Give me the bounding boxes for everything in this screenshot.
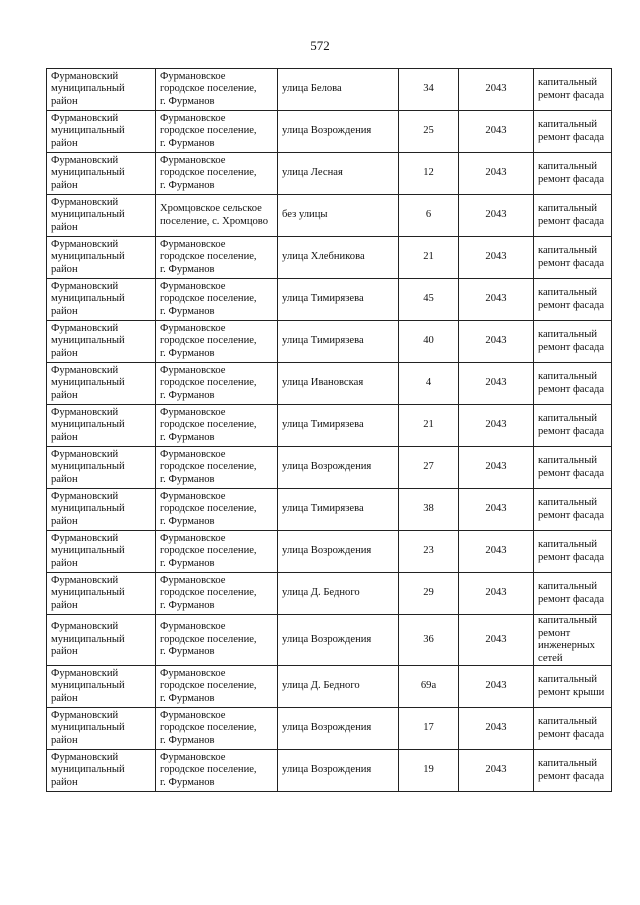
district-cell xyxy=(47,573,156,615)
street-cell xyxy=(278,666,399,708)
district-cell xyxy=(47,531,156,573)
year-cell-text: 2043 xyxy=(485,251,507,263)
year-cell-text: 2043 xyxy=(485,461,507,473)
settlement-cell-text: Фурмановское городское поселение, г. Фурманов xyxy=(160,532,257,569)
settlement-cell xyxy=(156,531,278,573)
street-cell-text: улица Возрождения xyxy=(282,545,372,557)
house-number-cell xyxy=(399,279,459,321)
district-cell-text: Фурмановский муниципальный район xyxy=(51,448,125,485)
year-cell-text: 2043 xyxy=(485,503,507,515)
street-cell-text: улица Возрождения xyxy=(282,461,372,473)
settlement-cell-text: Фурмановское городское поселение, г. Фурманов xyxy=(160,238,257,275)
year-cell-text: 2043 xyxy=(485,293,507,305)
settlement-cell-text: Фурмановское городское поселение, г. Фурманов xyxy=(160,364,257,401)
year-cell-text: 2043 xyxy=(485,633,507,645)
house-number-cell xyxy=(399,615,459,666)
settlement-cell xyxy=(156,321,278,363)
district-cell-text: Фурмановский муниципальный район xyxy=(51,709,125,746)
district-cell xyxy=(47,69,156,111)
year-cell xyxy=(459,363,534,405)
work-type-cell xyxy=(534,279,612,321)
work-type-cell-text: капитальный ремонт фасада xyxy=(538,245,605,269)
street-cell xyxy=(278,489,399,531)
house-number-cell xyxy=(399,111,459,153)
district-cell xyxy=(47,153,156,195)
house-number-cell-text: 25 xyxy=(423,125,434,137)
district-cell xyxy=(47,489,156,531)
settlement-cell-text: Фурмановское городское поселение, г. Фурманов xyxy=(160,709,257,746)
district-cell-text: Фурмановский муниципальный район xyxy=(51,112,125,149)
house-number-cell-text: 19 xyxy=(423,764,434,776)
district-cell-text: Фурмановский муниципальный район xyxy=(51,196,125,233)
street-cell xyxy=(278,573,399,615)
district-cell-text: Фурмановский муниципальный район xyxy=(51,532,125,569)
settlement-cell-text: Фурмановское городское поселение, г. Фурманов xyxy=(160,70,257,107)
work-type-cell-text: капитальный ремонт инженерных сетей xyxy=(538,615,598,664)
house-number-cell xyxy=(399,195,459,237)
street-cell xyxy=(278,405,399,447)
street-cell-text: улица Ивановская xyxy=(282,377,364,389)
table-row xyxy=(47,111,612,153)
house-number-cell-text: 45 xyxy=(423,293,434,305)
year-cell xyxy=(459,111,534,153)
district-cell-text: Фурмановский муниципальный район xyxy=(51,667,125,704)
table-row xyxy=(47,69,612,111)
work-type-cell xyxy=(534,447,612,489)
street-cell xyxy=(278,447,399,489)
year-cell xyxy=(459,321,534,363)
district-cell-text: Фурмановский муниципальный район xyxy=(51,490,125,527)
house-number-cell-text: 17 xyxy=(423,722,434,734)
house-number-cell-text: 40 xyxy=(423,335,434,347)
year-cell-text: 2043 xyxy=(485,167,507,179)
district-cell xyxy=(47,279,156,321)
work-type-cell xyxy=(534,237,612,279)
settlement-cell xyxy=(156,195,278,237)
house-number-cell-text: 38 xyxy=(423,503,434,515)
year-cell xyxy=(459,405,534,447)
repair-register-table xyxy=(46,68,612,792)
settlement-cell-text: Фурмановское городское поселение, г. Фурманов xyxy=(160,280,257,317)
district-cell xyxy=(47,405,156,447)
street-cell xyxy=(278,708,399,750)
settlement-cell xyxy=(156,573,278,615)
street-cell xyxy=(278,111,399,153)
year-cell xyxy=(459,447,534,489)
street-cell-text: улица Д. Бедного xyxy=(282,587,360,599)
street-cell-text: улица Тимирязева xyxy=(282,503,364,515)
district-cell xyxy=(47,666,156,708)
year-cell-text: 2043 xyxy=(485,764,507,776)
settlement-cell xyxy=(156,153,278,195)
work-type-cell xyxy=(534,666,612,708)
district-cell-text: Фурмановский муниципальный район xyxy=(51,154,125,191)
district-cell xyxy=(47,750,156,792)
table-row xyxy=(47,573,612,615)
settlement-cell-text: Фурмановское городское поселение, г. Фурманов xyxy=(160,154,257,191)
year-cell-text: 2043 xyxy=(485,680,507,692)
district-cell-text: Фурмановский муниципальный район xyxy=(51,406,125,443)
settlement-cell xyxy=(156,615,278,666)
table-row xyxy=(47,708,612,750)
work-type-cell-text: капитальный ремонт фасада xyxy=(538,716,605,740)
house-number-cell xyxy=(399,489,459,531)
table-row xyxy=(47,531,612,573)
year-cell xyxy=(459,237,534,279)
district-cell xyxy=(47,615,156,666)
register-body xyxy=(47,69,612,792)
table-row xyxy=(47,405,612,447)
page-number: 572 xyxy=(310,38,330,53)
street-cell-text: улица Хлебникова xyxy=(282,251,365,263)
street-cell-text: улица Тимирязева xyxy=(282,293,364,305)
work-type-cell-text: капитальный ремонт фасада xyxy=(538,161,605,185)
year-cell-text: 2043 xyxy=(485,377,507,389)
house-number-cell-text: 23 xyxy=(423,545,434,557)
street-cell-text: улица Д. Бедного xyxy=(282,680,360,692)
year-cell xyxy=(459,615,534,666)
work-type-cell-text: капитальный ремонт фасада xyxy=(538,119,605,143)
district-cell-text: Фурмановский муниципальный район xyxy=(51,574,125,611)
table-row xyxy=(47,279,612,321)
district-cell xyxy=(47,447,156,489)
work-type-cell-text: капитальный ремонт фасада xyxy=(538,413,605,437)
work-type-cell-text: капитальный ремонт фасада xyxy=(538,758,605,782)
street-cell-text: улица Возрождения xyxy=(282,764,372,776)
work-type-cell xyxy=(534,363,612,405)
work-type-cell-text: капитальный ремонт фасада xyxy=(538,497,605,521)
year-cell xyxy=(459,153,534,195)
house-number-cell xyxy=(399,447,459,489)
year-cell-text: 2043 xyxy=(485,722,507,734)
house-number-cell-text: 27 xyxy=(423,461,434,473)
house-number-cell-text: 34 xyxy=(423,83,434,95)
district-cell xyxy=(47,111,156,153)
table-row xyxy=(47,750,612,792)
year-cell-text: 2043 xyxy=(485,209,507,221)
work-type-cell-text: капитальный ремонт фасада xyxy=(538,455,605,479)
house-number-cell xyxy=(399,666,459,708)
settlement-cell-text: Фурмановское городское поселение, г. Фурманов xyxy=(160,490,257,527)
work-type-cell xyxy=(534,111,612,153)
settlement-cell-text: Фурмановское городское поселение, г. Фурманов xyxy=(160,406,257,443)
year-cell-text: 2043 xyxy=(485,335,507,347)
settlement-cell-text: Фурмановское городское поселение, г. Фурманов xyxy=(160,621,257,658)
street-cell-text: улица Возрождения xyxy=(282,722,372,734)
settlement-cell xyxy=(156,447,278,489)
work-type-cell xyxy=(534,405,612,447)
settlement-cell-text: Фурмановское городское поселение, г. Фурманов xyxy=(160,112,257,149)
table-row xyxy=(47,489,612,531)
year-cell-text: 2043 xyxy=(485,125,507,137)
street-cell xyxy=(278,279,399,321)
work-type-cell xyxy=(534,750,612,792)
work-type-cell-text: капитальный ремонт фасада xyxy=(538,581,605,605)
street-cell-text: улица Лесная xyxy=(282,167,343,179)
street-cell-text: улица Тимирязева xyxy=(282,419,364,431)
settlement-cell xyxy=(156,708,278,750)
table-row xyxy=(47,195,612,237)
table-row xyxy=(47,447,612,489)
house-number-cell-text: 6 xyxy=(425,209,432,221)
street-cell xyxy=(278,531,399,573)
district-cell xyxy=(47,195,156,237)
work-type-cell-text: капитальный ремонт фасада xyxy=(538,77,605,101)
street-cell-text: без улицы xyxy=(282,209,328,221)
street-cell-text: улица Тимирязева xyxy=(282,335,364,347)
house-number-cell xyxy=(399,405,459,447)
year-cell xyxy=(459,279,534,321)
house-number-cell xyxy=(399,708,459,750)
street-cell xyxy=(278,69,399,111)
table-row xyxy=(47,615,612,666)
street-cell-text: улица Возрождения xyxy=(282,125,372,137)
settlement-cell-text: Фурмановское городское поселение, г. Фурманов xyxy=(160,751,257,788)
house-number-cell-text: 12 xyxy=(423,167,434,179)
work-type-cell-text: капитальный ремонт фасада xyxy=(538,371,605,395)
work-type-cell xyxy=(534,153,612,195)
street-cell-text: улица Возрождения xyxy=(282,633,372,645)
street-cell xyxy=(278,363,399,405)
house-number-cell-text: 21 xyxy=(423,419,434,431)
house-number-cell xyxy=(399,153,459,195)
settlement-cell-text: Фурмановское городское поселение, г. Фурманов xyxy=(160,322,257,359)
year-cell xyxy=(459,708,534,750)
work-type-cell-text: капитальный ремонт фасада xyxy=(538,287,605,311)
district-cell xyxy=(47,321,156,363)
work-type-cell xyxy=(534,321,612,363)
settlement-cell xyxy=(156,111,278,153)
district-cell xyxy=(47,363,156,405)
settlement-cell xyxy=(156,237,278,279)
house-number-cell xyxy=(399,237,459,279)
work-type-cell xyxy=(534,489,612,531)
house-number-cell-text: 21 xyxy=(423,251,434,263)
district-cell xyxy=(47,708,156,750)
settlement-cell xyxy=(156,279,278,321)
house-number-cell-text: 36 xyxy=(423,633,434,645)
table-row xyxy=(47,321,612,363)
work-type-cell xyxy=(534,69,612,111)
street-cell xyxy=(278,237,399,279)
work-type-cell-text: капитальный ремонт крыши xyxy=(538,674,605,698)
district-cell-text: Фурмановский муниципальный район xyxy=(51,70,125,107)
year-cell-text: 2043 xyxy=(485,545,507,557)
district-cell-text: Фурмановский муниципальный район xyxy=(51,751,125,788)
settlement-cell-text: Фурмановское городское поселение, г. Фурманов xyxy=(160,448,257,485)
house-number-cell-text: 69а xyxy=(420,680,437,692)
house-number-cell xyxy=(399,750,459,792)
settlement-cell xyxy=(156,666,278,708)
settlement-cell-text: Фурмановское городское поселение, г. Фурманов xyxy=(160,667,257,704)
district-cell-text: Фурмановский муниципальный район xyxy=(51,364,125,401)
street-cell xyxy=(278,615,399,666)
settlement-cell xyxy=(156,405,278,447)
work-type-cell xyxy=(534,708,612,750)
house-number-cell-text: 4 xyxy=(425,377,432,389)
year-cell xyxy=(459,666,534,708)
house-number-cell xyxy=(399,363,459,405)
year-cell xyxy=(459,531,534,573)
year-cell xyxy=(459,573,534,615)
table-row xyxy=(47,363,612,405)
work-type-cell xyxy=(534,573,612,615)
year-cell-text: 2043 xyxy=(485,83,507,95)
year-cell xyxy=(459,750,534,792)
district-cell-text: Фурмановский муниципальный район xyxy=(51,238,125,275)
year-cell xyxy=(459,69,534,111)
street-cell-text: улица Белова xyxy=(282,83,342,95)
street-cell xyxy=(278,153,399,195)
house-number-cell xyxy=(399,573,459,615)
work-type-cell xyxy=(534,615,612,666)
work-type-cell-text: капитальный ремонт фасада xyxy=(538,203,605,227)
settlement-cell xyxy=(156,750,278,792)
year-cell-text: 2043 xyxy=(485,587,507,599)
house-number-cell xyxy=(399,531,459,573)
work-type-cell-text: капитальный ремонт фасада xyxy=(538,329,605,353)
street-cell xyxy=(278,750,399,792)
district-cell-text: Фурмановский муниципальный район xyxy=(51,280,125,317)
table-row xyxy=(47,153,612,195)
year-cell xyxy=(459,195,534,237)
house-number-cell-text: 29 xyxy=(423,587,434,599)
house-number-cell xyxy=(399,69,459,111)
street-cell xyxy=(278,321,399,363)
settlement-cell-text: Фурмановское городское поселение, г. Фурманов xyxy=(160,574,257,611)
house-number-cell xyxy=(399,321,459,363)
settlement-cell-text: Хромцовское сельское поселение, с. Хромцово xyxy=(160,203,269,227)
settlement-cell xyxy=(156,69,278,111)
table-row xyxy=(47,237,612,279)
street-cell xyxy=(278,195,399,237)
year-cell xyxy=(459,489,534,531)
year-cell-text: 2043 xyxy=(485,419,507,431)
work-type-cell xyxy=(534,531,612,573)
settlement-cell xyxy=(156,489,278,531)
table-row xyxy=(47,666,612,708)
settlement-cell xyxy=(156,363,278,405)
work-type-cell xyxy=(534,195,612,237)
work-type-cell-text: капитальный ремонт фасада xyxy=(538,539,605,563)
district-cell-text: Фурмановский муниципальный район xyxy=(51,621,125,658)
district-cell xyxy=(47,237,156,279)
district-cell-text: Фурмановский муниципальный район xyxy=(51,322,125,359)
